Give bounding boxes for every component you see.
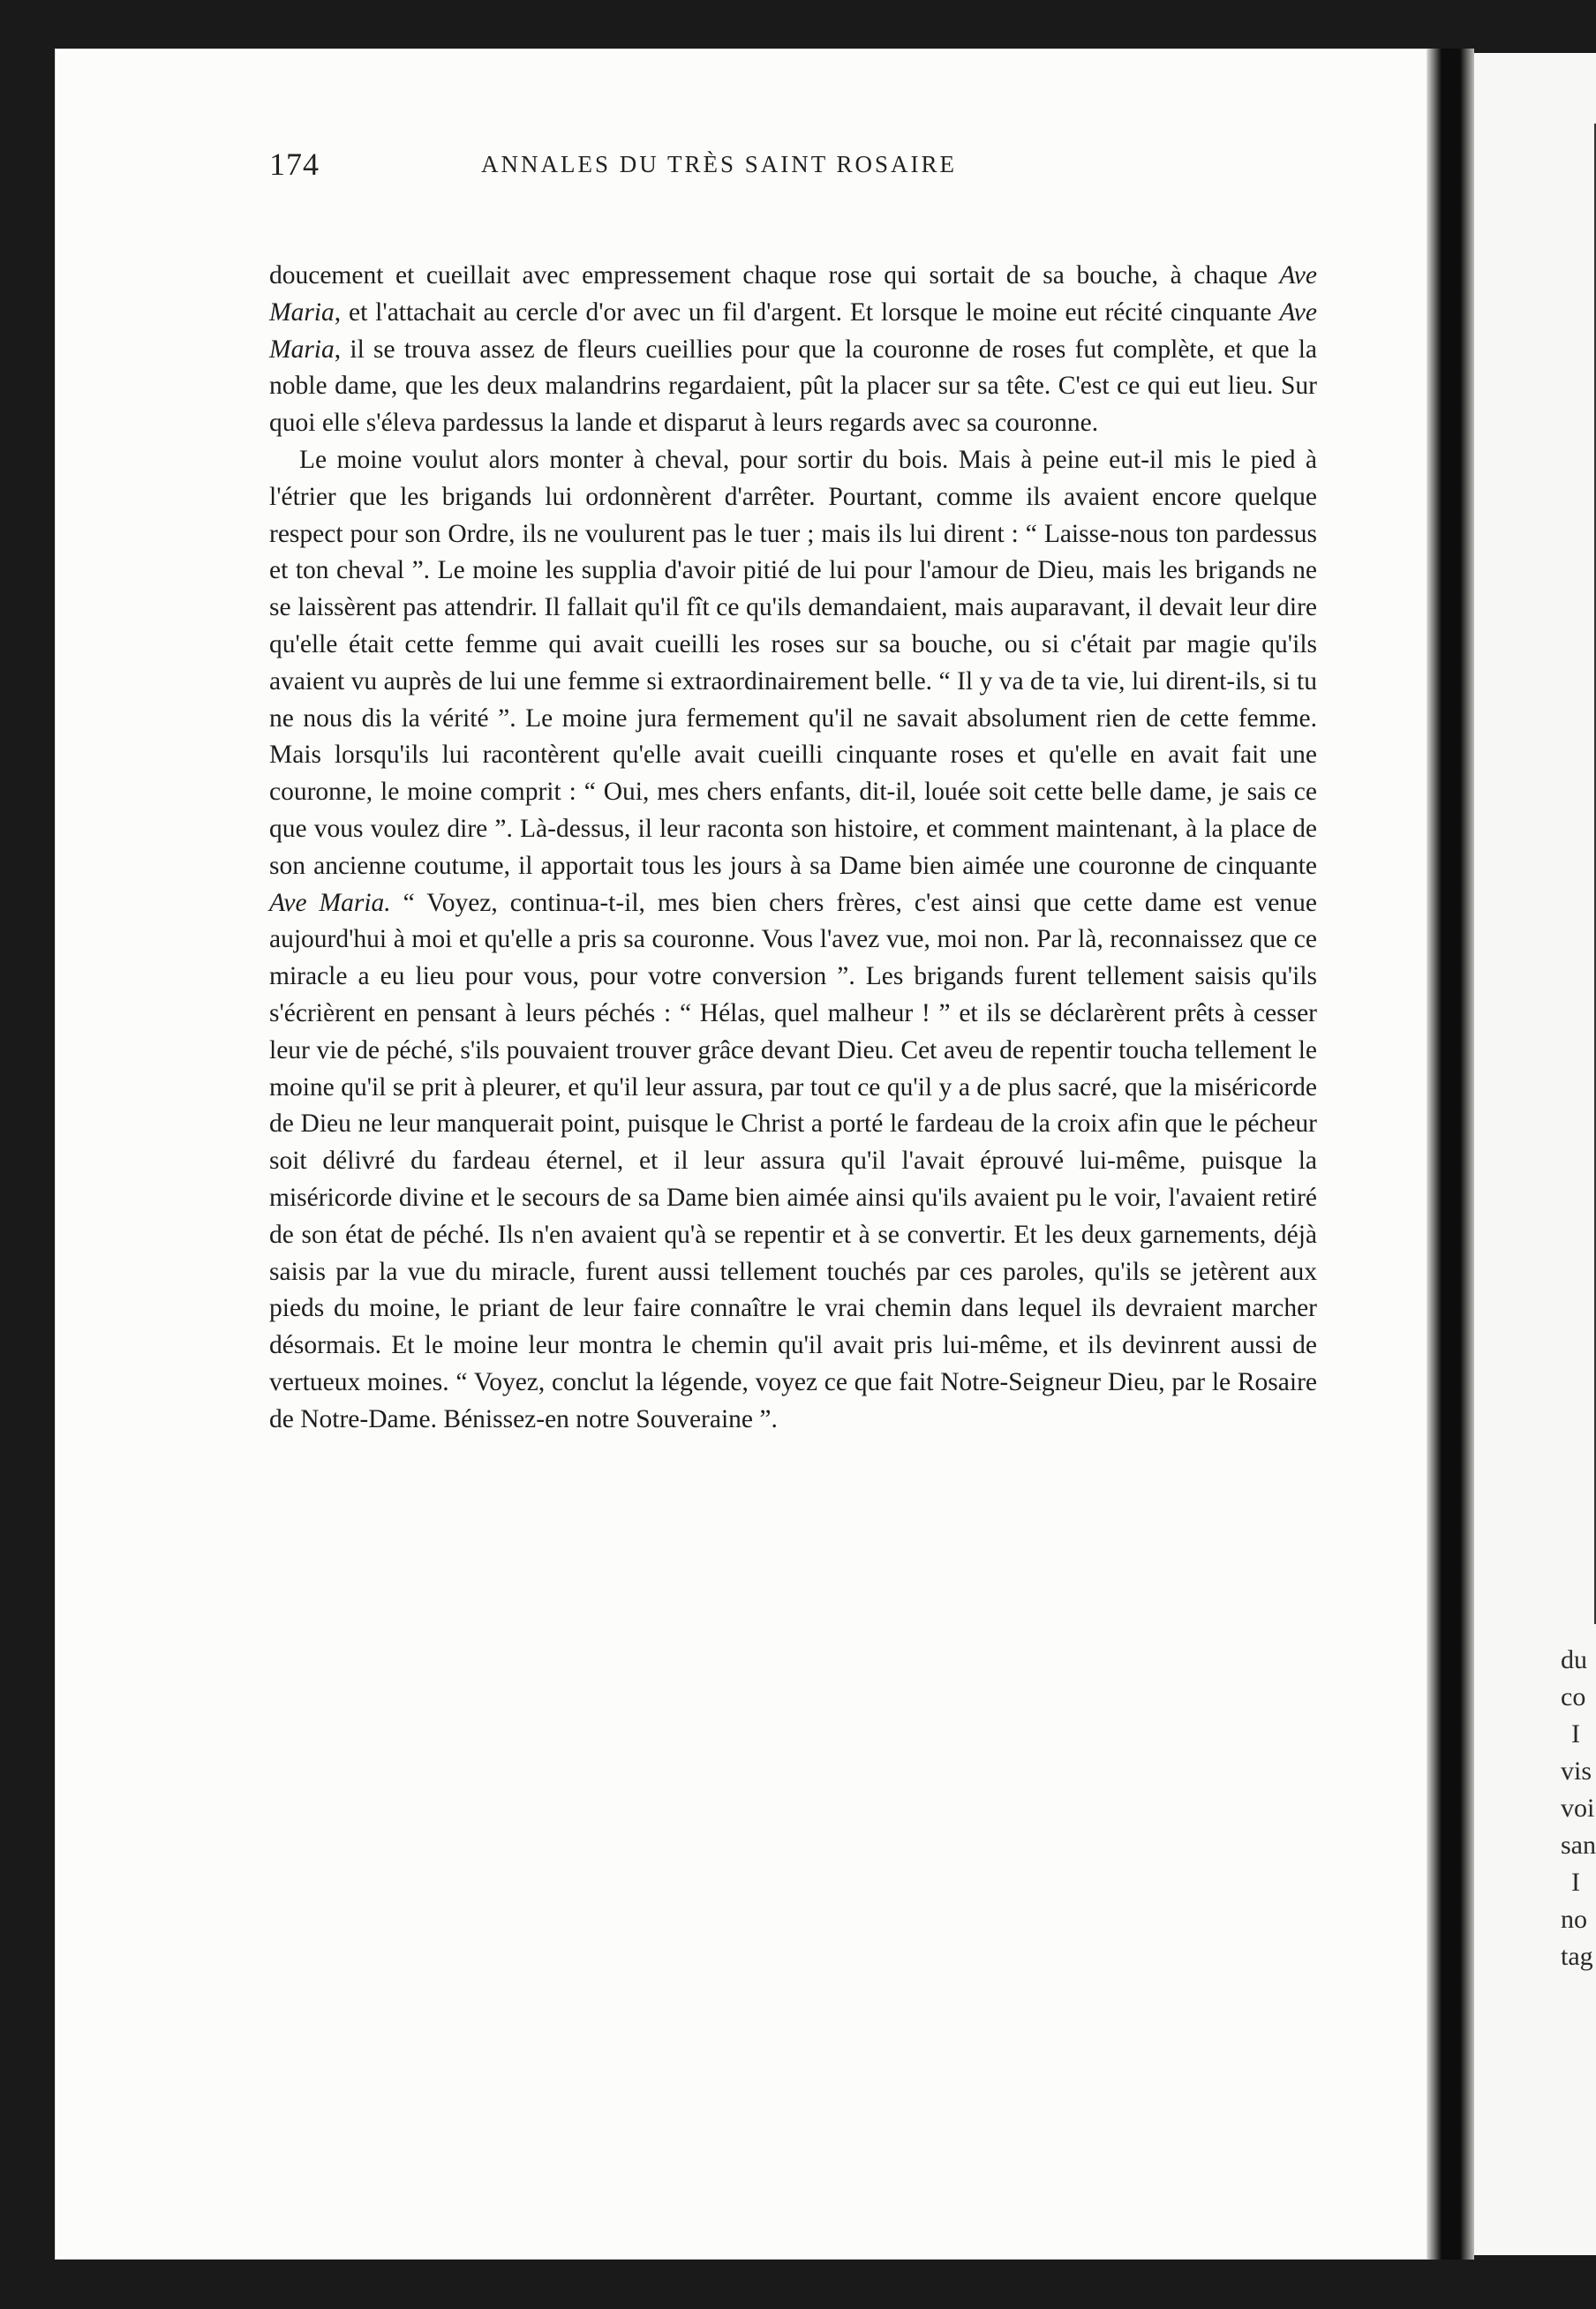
next-page-fragment: I (1571, 1868, 1580, 1897)
italic-run: Ave Maria (269, 297, 1317, 364)
next-page-fragment: co (1561, 1682, 1586, 1711)
text-run: , et l'attachait au cercle d'or avec un fil d'argent. Et lorsque le moine eut récité cinquante (334, 297, 1280, 327)
paragraph (269, 442, 1317, 1439)
next-page-fragment: san (1561, 1831, 1596, 1860)
book-gutter (1427, 49, 1474, 2260)
next-page-fragment: voi (1561, 1794, 1595, 1823)
next-page-edge (1474, 53, 1596, 2255)
body-text (269, 258, 1317, 1439)
page-header (269, 146, 1320, 199)
italic-run: Ave Maria (269, 261, 1317, 327)
text-run: Le moine voulut alors monter à cheval, pour sortir du bois. Mais à peine eut-il mis le pied à l'étrier que les brigands lui ordonnèrent d'arrêter. Pourtant, comme ils avaient encore quelque respect pour son Ordre, ils ne voulurent pas le tuer ; mais ils lui dirent : “ Laisse-nous ton pardessus et ton cheval ”. Le moine les supplia d'avoir pitié de lui pour l'amour de Dieu, mais les brigands ne se laissèrent pas attendrir. Il fallait qu'il fît ce qu'ils demandaient, mais auparavant, il devait leur dire qu'elle était cette femme qui avait cueilli les roses sur sa bouche, ou si c'était par magie qu'ils avaient vu auprès de lui une femme si extraordinairement belle. “ Il y va de ta vie, lui dirent-ils, si tu ne nous dis la vérité ”. Le moine jura fermement qu'il ne savait absolument rien de cette femme. Mais lorsqu'ils lui racontèrent qu'elle avait cueilli cinquante roses et qu'elle en avait fait une couronne, le moine comprit : “ Oui, mes chers enfants, dit-il, louée soit cette belle dame, je sais ce que vous voulez dire ”. Là-dessus, il leur raconta son histoire, et comment maintenant, à la place de son ancienne coutume, il apportait tous les jours à sa Dame bien aimée une couronne de cinquante (269, 445, 1317, 880)
next-page-fragment: vis (1561, 1756, 1592, 1786)
paragraph-continuation (269, 258, 1317, 442)
text-run: “ Voyez, continua-t-il, mes bien chers frères, c'est ainsi que cette dame est venue aujourd'hui à moi et qu'elle a pris sa couronne. Vous l'avez vue, moi non. Par là, reconnaissez que ce miracle a eu lieu pour vous, pour votre conversion ”. Les brigands furent tellement saisis qu'ils s'écrièrent en pensant à leurs péchés : “ Hélas, quel malheur ! ” et ils se déclarèrent prêts à cesser leur vie de péché, s'ils pouvaient trouver grâce devant Dieu. Cet aveu de repentir toucha tellement le moine qu'il se prit à pleurer, et qu'il leur assura, par tout ce qu'il y a de plus sacré, que la miséricorde de Dieu ne leur manquerait point, puisque le Christ a porté le fardeau de la croix afin que le pécheur soit délivré du fardeau éternel, et il leur assura qu'il l'avait éprouvé lui-même, puisque la miséricorde divine et le secours de sa Dame bien aimée ainsi qu'ils avaient pu le voir, l'avaient retiré de son état de péché. Ils n'en avaient qu'à se repentir et à se convertir. Et les deux garnements, déjà saisis par la vue du miracle, furent aussi tellement touchés par ces paroles, qu'ils se jetèrent aux pieds du moine, le priant de leur faire connaître le vrai chemin dans lequel ils devraient marcher désormais. Et le moine leur montra le chemin qu'il avait pris lui-même, et ils devinrent aussi de vertueux moines. “ Voyez, conclut la légende, voyez ce que fait Notre-Seigneur Dieu, par le Rosaire de Notre-Dame. Bénissez-en notre Souveraine ”. (269, 888, 1317, 1433)
next-page-fragment: no (1561, 1905, 1587, 1934)
running-title: ANNALES DU TRÈS SAINT ROSAIRE (481, 151, 958, 177)
page-number: 174 (269, 147, 320, 182)
text-run: doucement et cueillait avec empressement chaque rose qui sortait de sa bouche, à chaque (269, 261, 1280, 290)
next-page-fragment: I (1571, 1719, 1580, 1749)
next-page-fragment: du (1561, 1645, 1587, 1674)
italic-run: Ave Maria. (269, 888, 391, 917)
next-page-fragment: tag (1561, 1942, 1593, 1971)
text-run: , il se trouva assez de fleurs cueillies pour que la couronne de roses fut complète, et que la noble dame, que les deux malandrins regardaient, pût la placer sur sa tête. C'est ce qui eut lieu. Sur quoi elle s'éleva pardessus la lande et disparut à leurs regards avec sa couronne. (269, 335, 1317, 438)
